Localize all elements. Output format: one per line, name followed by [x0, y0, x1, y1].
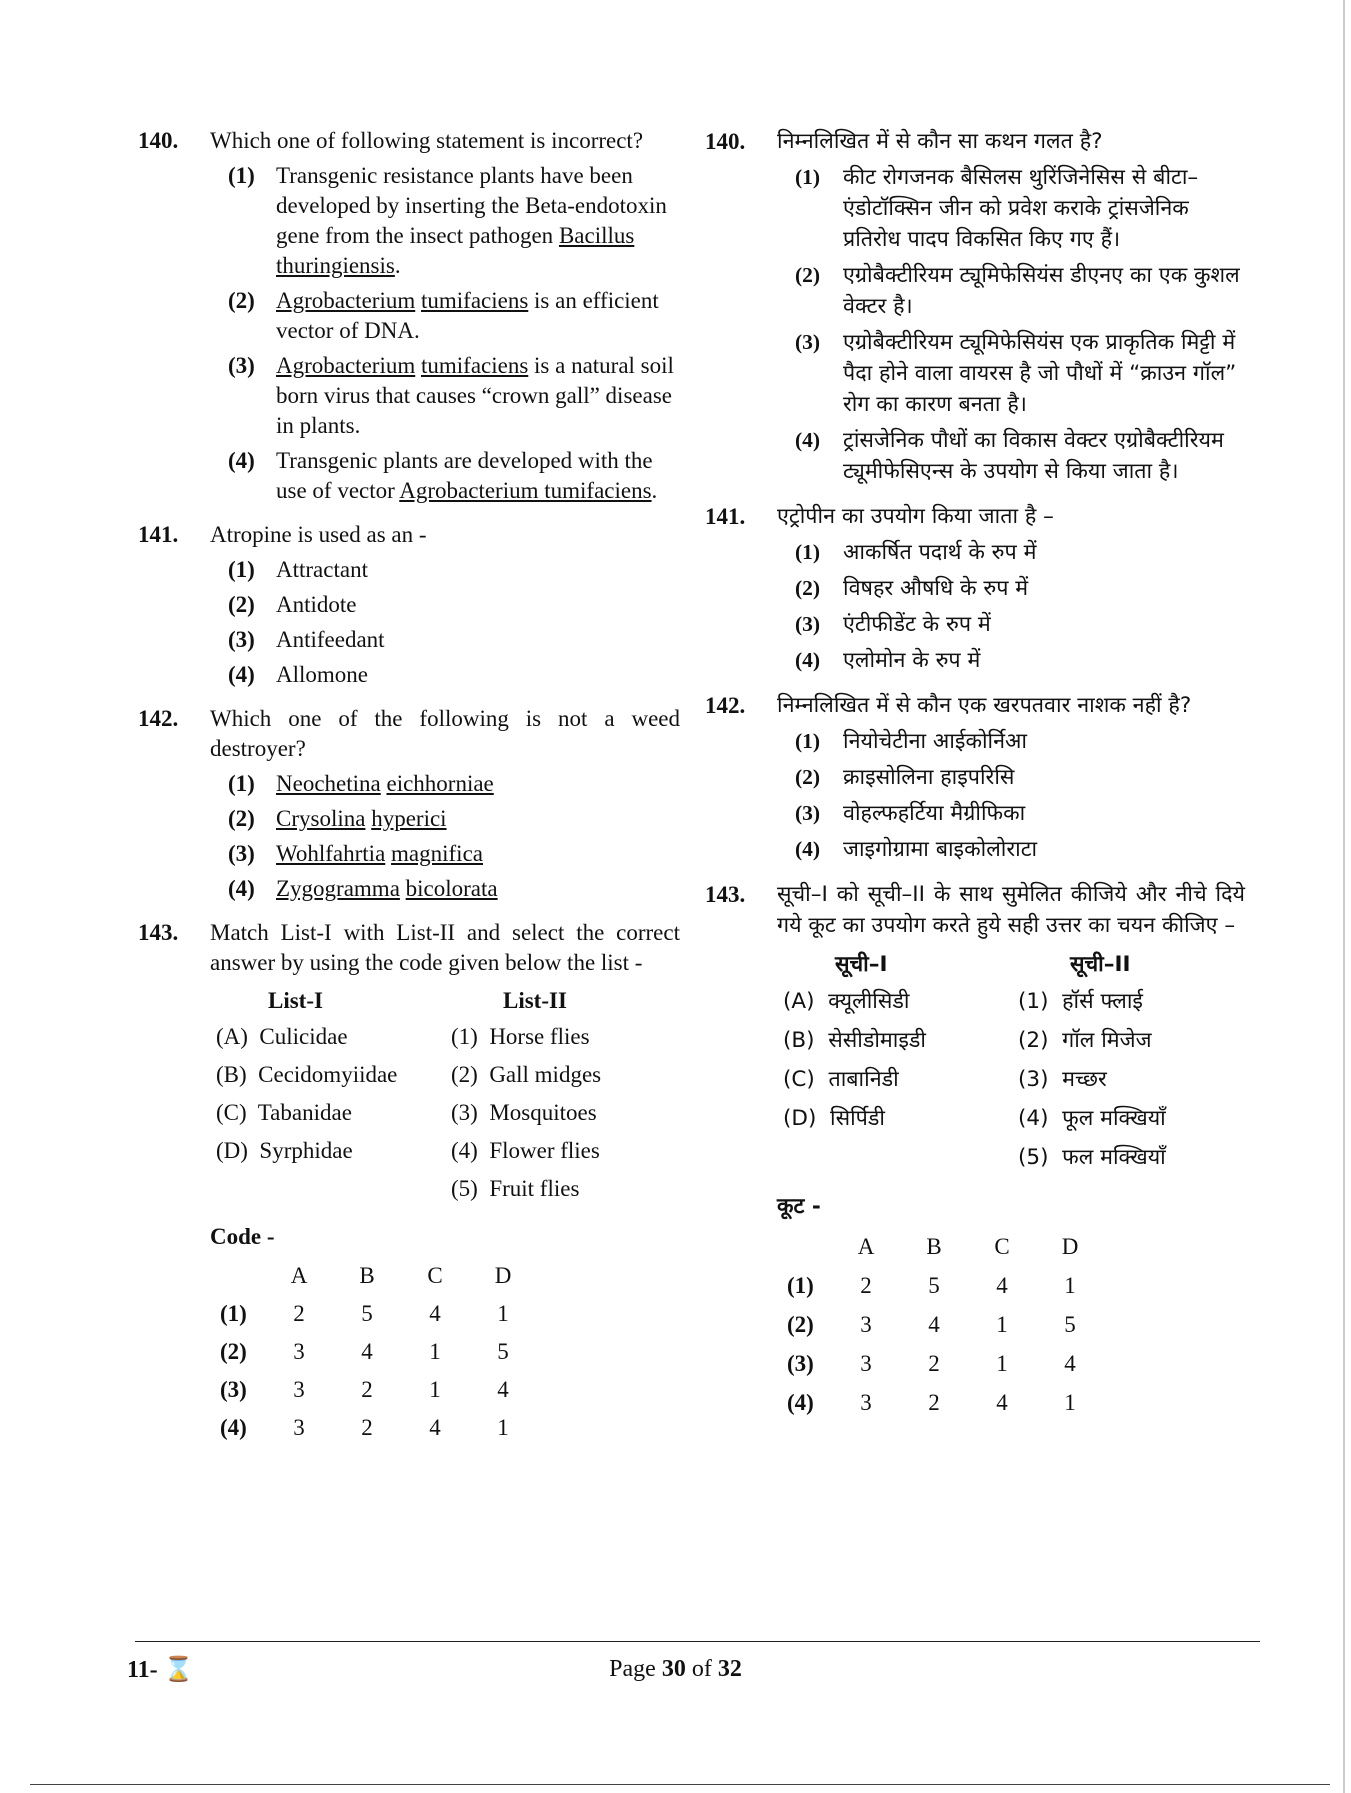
code-row	[787, 1267, 1104, 1306]
code-header-row	[787, 1228, 1104, 1267]
option-number: (1)	[228, 163, 255, 188]
option-text: Transgenic plants are developed with the use of vector Agrobacterium tumifaciens.	[276, 448, 658, 503]
option	[210, 590, 680, 620]
option-number: (2)	[228, 592, 255, 617]
option-text: Crysolina hyperici	[276, 806, 447, 831]
option	[210, 161, 680, 281]
code-cell: 3	[293, 1339, 305, 1364]
code-label: कूट -	[777, 1194, 821, 1219]
page-number	[0, 1656, 1351, 1683]
question-text: Which one of following statement is incorrect?	[210, 128, 644, 153]
code-cell: 2	[293, 1301, 305, 1326]
question-text: Match List-I with List-II and select the correct answer by using the code given below the list -	[210, 920, 680, 975]
question-143	[138, 918, 680, 1448]
list-1-header: List-I	[268, 988, 323, 1013]
page-mid: of	[685, 1656, 718, 1682]
option	[777, 726, 1245, 757]
question-number: 141.	[705, 504, 746, 529]
code-column-header: C	[427, 1263, 443, 1288]
list-1-item: (B) सेसीडोमाइडी	[783, 1028, 926, 1053]
code-column-header: B	[926, 1234, 942, 1259]
code-cell: 1	[996, 1351, 1008, 1376]
option-number: (2)	[228, 288, 255, 313]
list-2-item: (3) मच्छर	[1018, 1067, 1107, 1092]
option-text: कीट रोगजनक बैसिलस थुरिंजिनेसिस से बीटा–एंडोटॉक्सिन जीन को प्रवेश कराके ट्रांसजेनिक प्रतिरोध पादप विकसित किए गए हैं।	[843, 165, 1199, 252]
option-number: (4)	[228, 662, 255, 687]
code-row	[787, 1384, 1104, 1423]
question-142	[138, 704, 680, 904]
list-1-item	[216, 1174, 451, 1204]
option-number: (1)	[795, 729, 821, 753]
list-2-header: List-II	[503, 988, 567, 1013]
code-cell: 4	[996, 1273, 1008, 1298]
code-row-number: (1)	[220, 1301, 247, 1326]
match-lists	[783, 949, 1245, 1181]
option-text: क्राइसोलिना हाइपरिसि	[843, 765, 1015, 790]
option-number: (3)	[795, 612, 821, 636]
code-cell: 1	[1064, 1390, 1076, 1415]
option	[210, 555, 680, 585]
option-number: (2)	[795, 263, 821, 287]
option-text: नियोचेटीना आईकोर्निआ	[843, 729, 1028, 754]
code-column-header: A	[857, 1234, 875, 1259]
question-142	[705, 690, 1245, 865]
option-number: (1)	[795, 540, 821, 564]
option-text: Agrobacterium tumifaciens is a natural soil born virus that causes “crown gall” disease in plants.	[276, 353, 674, 438]
option	[777, 798, 1245, 829]
code-corner	[787, 1228, 832, 1267]
option-text: एग्रोबैक्टीरियम ट्यूमिफेसियंस डीएनए का एक कुशल वेक्टर है।	[843, 263, 1240, 319]
code-cell: 3	[860, 1312, 872, 1337]
code-column-header: D	[494, 1263, 512, 1288]
question-number: 143.	[138, 920, 179, 945]
question-text: निम्नलिखित में से कौन एक खरपतवार नाशक नहीं है?	[777, 693, 1192, 718]
code-cell: 1	[429, 1377, 441, 1402]
option-text: Wohlfahrtia magnifica	[276, 841, 483, 866]
code-cell: 4	[361, 1339, 373, 1364]
list-2-item: (2) Gall midges	[451, 1062, 602, 1087]
option	[777, 645, 1245, 676]
code-row	[220, 1334, 537, 1372]
question-141	[138, 520, 680, 690]
code-row	[787, 1345, 1104, 1384]
question-text: Which one of the following is not a weed destroyer?	[210, 706, 680, 761]
code-cell: 3	[293, 1377, 305, 1402]
option-text: Antifeedant	[276, 627, 385, 652]
option	[210, 769, 680, 799]
code-label: Code -	[210, 1224, 275, 1249]
list-2-item: (2) गॉल मिजेज	[1018, 1028, 1152, 1053]
page-edge	[1343, 0, 1345, 1793]
code-corner	[220, 1258, 265, 1296]
code-cell: 1	[429, 1339, 441, 1364]
question-number: 140.	[705, 129, 746, 154]
code-cell: 3	[293, 1415, 305, 1440]
option-text: Zygogramma bicolorata	[276, 876, 498, 901]
match-lists	[216, 986, 680, 1212]
option-text: वोहल्फहर्टिया मैग्रीफिका	[843, 801, 1026, 826]
option-number: (3)	[228, 627, 255, 652]
code-row-number: (3)	[220, 1377, 247, 1402]
code-cell: 4	[996, 1390, 1008, 1415]
option-number: (4)	[228, 448, 255, 473]
hindi-column	[705, 126, 1245, 1437]
code-cell: 2	[361, 1377, 373, 1402]
code-row-number: (2)	[787, 1312, 814, 1337]
code-row	[220, 1372, 537, 1410]
option-number: (2)	[228, 806, 255, 831]
english-column	[138, 126, 680, 1462]
question-number: 143.	[705, 882, 746, 907]
option	[210, 625, 680, 655]
code-cell: 5	[928, 1273, 940, 1298]
code-cell: 4	[497, 1377, 509, 1402]
list-1-item: (D) सिर्पिडी	[783, 1106, 885, 1131]
list-1-item: (D) Syrphidae	[216, 1138, 353, 1163]
question-number: 142.	[138, 706, 179, 731]
code-cell: 4	[928, 1312, 940, 1337]
option	[210, 446, 680, 506]
page-prefix: Page	[609, 1656, 662, 1682]
list-2-item: (4) फूल मक्खियाँ	[1018, 1106, 1166, 1131]
question-141	[705, 501, 1245, 676]
code-cell: 4	[429, 1301, 441, 1326]
code-cell: 1	[996, 1312, 1008, 1337]
option-number: (1)	[228, 557, 255, 582]
code-cell: 5	[497, 1339, 509, 1364]
code-cell: 4	[429, 1415, 441, 1440]
option-number: (3)	[228, 353, 255, 378]
list-1-item: (C) Tabanidae	[216, 1100, 352, 1125]
question-text: एट्रोपीन का उपयोग किया जाता है –	[777, 504, 1054, 529]
code-column-header: A	[290, 1263, 308, 1288]
option	[777, 537, 1245, 568]
list-1-header: सूची–I	[835, 952, 888, 977]
option-number: (4)	[795, 648, 821, 672]
option-number: (2)	[795, 576, 821, 600]
code-cell: 1	[497, 1415, 509, 1440]
option	[210, 839, 680, 869]
option-number: (3)	[795, 330, 821, 354]
list-1-item: (C) ताबानिडी	[783, 1067, 899, 1092]
code-column-header: C	[994, 1234, 1010, 1259]
code-table	[787, 1228, 1104, 1423]
footer-divider	[135, 1641, 1260, 1642]
question-text: Atropine is used as an -	[210, 522, 427, 547]
code-cell: 2	[361, 1415, 373, 1440]
option	[777, 762, 1245, 793]
option	[777, 260, 1245, 322]
booklet-code: 11- ⌛	[127, 1657, 194, 1683]
list-1-item: (A) Culicidae	[216, 1024, 348, 1049]
list-2-item: (4) Flower flies	[451, 1138, 600, 1163]
code-cell: 2	[928, 1390, 940, 1415]
code-cell: 1	[1064, 1273, 1076, 1298]
code-cell: 4	[1064, 1351, 1076, 1376]
option-text: Transgenic resistance plants have been developed by inserting the Beta-endotoxin gene from the insect pathogen Bacillus thuringiensis.	[276, 163, 667, 278]
code-column-header: B	[359, 1263, 375, 1288]
question-140	[138, 126, 680, 506]
code-row-number: (3)	[787, 1351, 814, 1376]
option	[777, 609, 1245, 640]
page-current: 30	[661, 1656, 686, 1682]
question-text: सूची–I को सूची–II के साथ सुमेलित कीजिये और नीचे दिये गये कूट का उपयोग करते हुये सही उत्तर का चयन कीजिए –	[777, 882, 1245, 938]
code-cell: 5	[361, 1301, 373, 1326]
code-row	[220, 1410, 537, 1448]
option-text: एलोमोन के रुप में	[843, 648, 981, 673]
option	[777, 425, 1245, 487]
code-row	[220, 1296, 537, 1334]
option	[210, 804, 680, 834]
list-1-item	[783, 1142, 1018, 1173]
list-2-item: (1) Horse flies	[451, 1024, 590, 1049]
code-cell: 5	[1064, 1312, 1076, 1337]
option-text: Attractant	[276, 557, 368, 582]
option	[777, 573, 1245, 604]
option-text: Neochetina eichhorniae	[276, 771, 494, 796]
option-number: (1)	[795, 165, 821, 189]
option-number: (4)	[795, 428, 821, 452]
page-total: 32	[717, 1656, 742, 1682]
option-text: आकर्षित पदार्थ के रुप में	[843, 540, 1037, 565]
list-2-item: (5) Fruit flies	[451, 1176, 580, 1201]
list-1-item: (B) Cecidomyiidae	[216, 1062, 398, 1087]
code-row-number: (2)	[220, 1339, 247, 1364]
option-text: Agrobacterium tumifaciens is an efficient vector of DNA.	[276, 288, 659, 343]
option-text: जाइगोग्रामा बाइकोलोराटा	[843, 837, 1038, 862]
question-140	[705, 126, 1245, 487]
list-2-header: सूची–II	[1070, 952, 1131, 977]
code-cell: 3	[860, 1351, 872, 1376]
option-text: विषहर औषधि के रुप में	[843, 576, 1029, 601]
option-text: एंटीफीडेंट के रुप में	[843, 612, 991, 637]
option-number: (4)	[228, 876, 255, 901]
code-column-header: D	[1061, 1234, 1079, 1259]
code-row	[787, 1306, 1104, 1345]
code-cell: 1	[497, 1301, 509, 1326]
code-cell: 2	[928, 1351, 940, 1376]
question-number: 142.	[705, 693, 746, 718]
option	[210, 874, 680, 904]
question-143	[705, 879, 1245, 1423]
question-number: 141.	[138, 522, 179, 547]
code-row-number: (1)	[787, 1273, 814, 1298]
option-number: (3)	[228, 841, 255, 866]
question-number: 140.	[138, 128, 179, 153]
option-number: (3)	[795, 801, 821, 825]
option-text: Antidote	[276, 592, 357, 617]
code-cell: 3	[860, 1390, 872, 1415]
option	[777, 327, 1245, 420]
option-text: एग्रोबैक्टीरियम ट्यूमिफेसियंस एक प्राकृतिक मिट्टी में पैदा होने वाला वायरस है जो पौधों में “क्राउन गॉल” रोग का कारण बनता है।	[843, 330, 1237, 417]
option-number: (4)	[795, 837, 821, 861]
code-cell: 2	[860, 1273, 872, 1298]
list-2-item: (3) Mosquitoes	[451, 1100, 597, 1125]
option	[210, 286, 680, 346]
code-row-number: (4)	[787, 1390, 814, 1415]
list-2-item: (1) हॉर्स फ्लाई	[1018, 989, 1143, 1014]
code-table	[220, 1258, 537, 1448]
option-number: (2)	[795, 765, 821, 789]
option	[777, 162, 1245, 255]
option	[210, 351, 680, 441]
option-number: (1)	[228, 771, 255, 796]
option	[210, 660, 680, 690]
option-text: ट्रांसजेनिक पौधों का विकास वेक्टर एग्रोबैक्टीरियम ट्यूमीफेसिएन्स के उपयोग से किया जाता है।	[843, 428, 1224, 484]
question-text: निम्नलिखित में से कौन सा कथन गलत है?	[777, 129, 1103, 154]
list-1-item: (A) क्यूलीसिडी	[783, 989, 910, 1014]
code-row-number: (4)	[220, 1415, 247, 1440]
list-2-item: (5) फल मक्खियाँ	[1018, 1145, 1166, 1170]
bottom-rule	[30, 1784, 1330, 1785]
code-header-row	[220, 1258, 537, 1296]
option	[777, 834, 1245, 865]
option-text: Allomone	[276, 662, 368, 687]
